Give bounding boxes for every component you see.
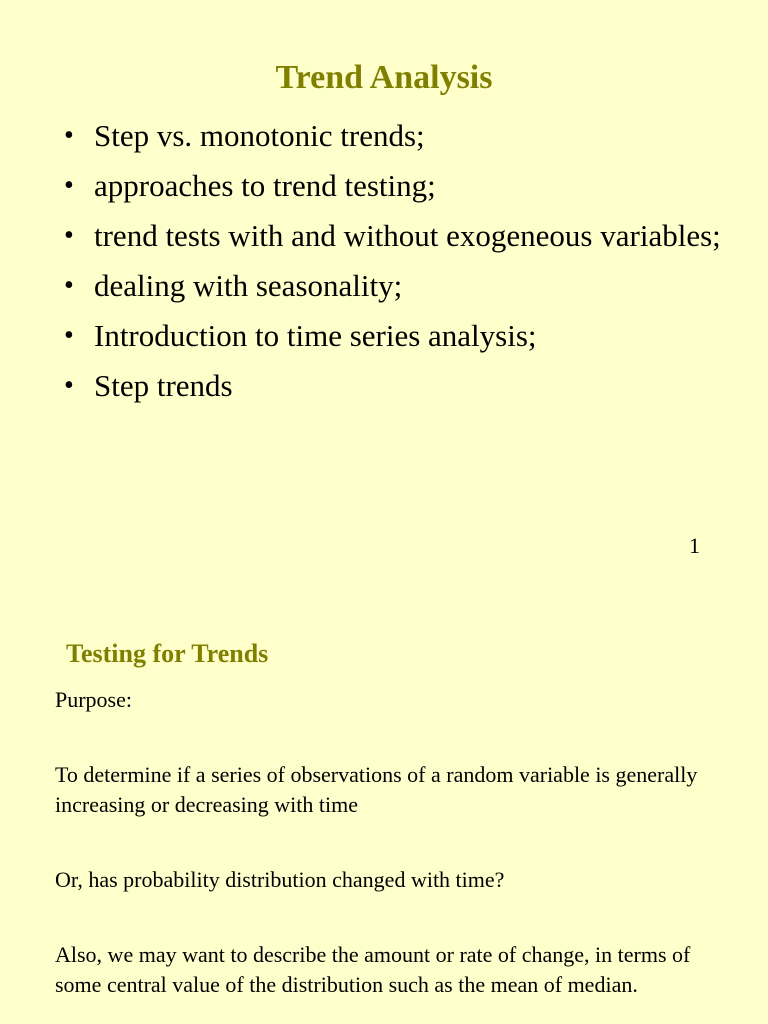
bullet-item (64, 166, 744, 206)
bullet-item (64, 116, 744, 156)
bullet-icon: • (64, 370, 74, 401)
bullet-list (64, 116, 744, 416)
bullet-text: trend tests with and without exogeneous variables; (94, 218, 721, 253)
bullet-item (64, 366, 744, 406)
bullet-text: Step trends (94, 368, 233, 403)
bullet-item (64, 266, 744, 306)
bullet-text: Introduction to time series analysis; (94, 318, 537, 353)
bullet-item (64, 316, 744, 356)
bullet-text: approaches to trend testing; (94, 168, 436, 203)
bullet-icon: • (64, 270, 74, 301)
bullet-icon: • (64, 320, 74, 351)
bullet-icon: • (64, 220, 74, 251)
bullet-icon: • (64, 170, 74, 201)
bullet-text: Step vs. monotonic trends; (94, 118, 425, 153)
paragraph-also: Also, we may want to describe the amount or rate of change, in terms of some central value of the distribution such as the mean of median. (55, 942, 691, 997)
slide-title: Trend Analysis (275, 59, 493, 96)
page-number: 1 (689, 533, 700, 558)
paragraph-determine: To determine if a series of observations of a random variable is generally increasing or decreasing with time (55, 762, 698, 817)
bullet-icon: • (64, 120, 74, 151)
paragraph-or: Or, has probability distribution changed with time? (55, 867, 505, 892)
bullet-item (64, 216, 744, 256)
section-heading: Testing for Trends (66, 639, 269, 668)
purpose-label: Purpose: (55, 687, 132, 712)
bullet-text: dealing with seasonality; (94, 268, 403, 303)
